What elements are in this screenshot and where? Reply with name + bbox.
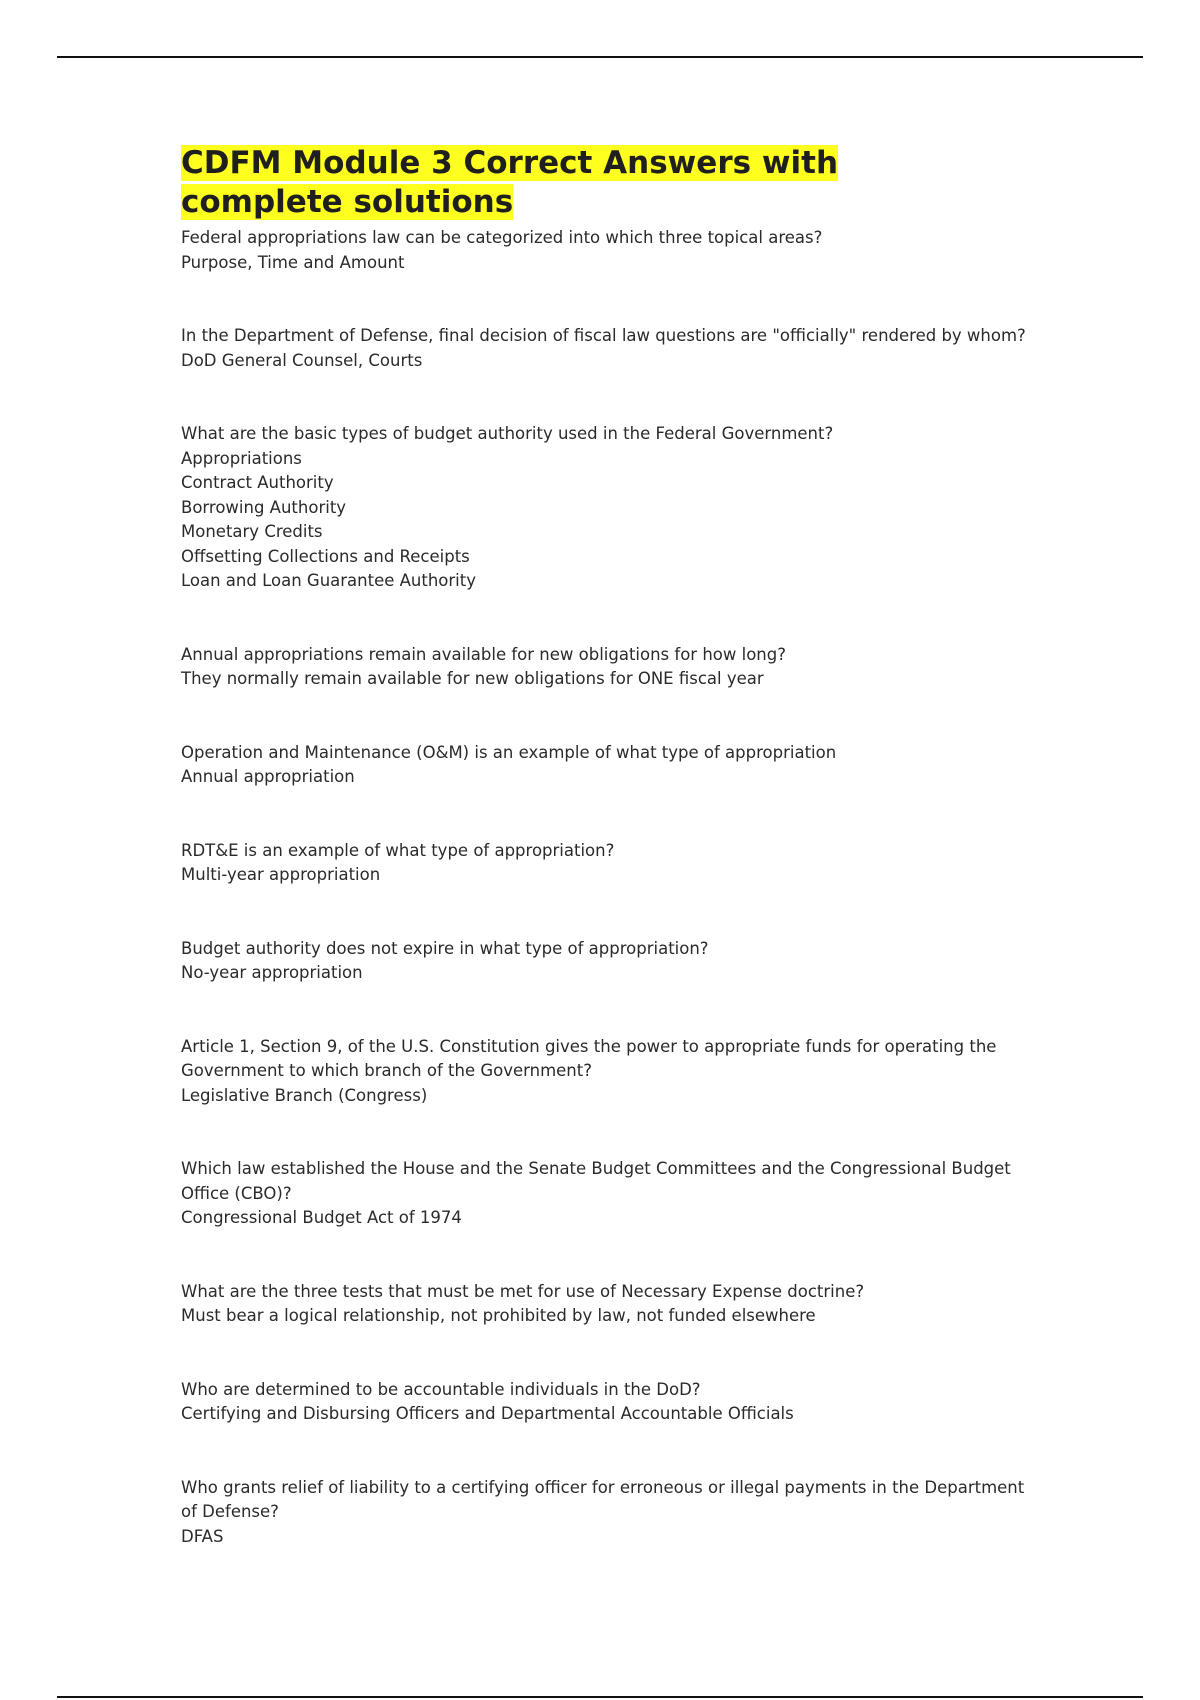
question-text: Article 1, Section 9, of the U.S. Constitution gives the power to appropriate funds for operating the xyxy=(181,1036,997,1056)
title-line-1: CDFM Module 3 Correct Answers with xyxy=(181,145,839,181)
question-text: Operation and Maintenance (O&M) is an example of what type of appropriation xyxy=(181,742,837,762)
page-top-rule xyxy=(57,56,1143,58)
qa-item xyxy=(181,422,1061,594)
question-text: Annual appropriations remain available for new obligations for how long? xyxy=(181,644,786,664)
answer-text: Purpose, Time and Amount xyxy=(181,252,405,272)
qa-item xyxy=(181,324,1061,373)
question-text: What are the three tests that must be met for use of Necessary Expense doctrine? xyxy=(181,1281,865,1301)
qa-item xyxy=(181,1157,1061,1231)
qa-list xyxy=(181,226,1061,1549)
question-text: of Defense? xyxy=(181,1502,279,1521)
page-bottom-rule xyxy=(57,1696,1143,1698)
qa-item xyxy=(181,1378,1061,1427)
answer-text: Borrowing Authority xyxy=(181,497,347,517)
qa-item xyxy=(181,226,1061,275)
qa-item xyxy=(181,1035,1061,1109)
qa-item xyxy=(181,1476,1061,1550)
answer-text: Must bear a logical relationship, not prohibited by law, not funded elsewhere xyxy=(181,1306,816,1325)
document-body xyxy=(181,144,1061,1549)
answer-text: Monetary Credits xyxy=(181,522,323,541)
title-line-2: complete solutions xyxy=(181,184,514,220)
question-text: Budget authority does not expire in what type of appropriation? xyxy=(181,938,709,958)
question-text: Office (CBO)? xyxy=(181,1183,292,1203)
answer-text: DoD General Counsel, Courts xyxy=(181,350,423,370)
answer-text: Appropriations xyxy=(181,448,302,468)
question-text: What are the basic types of budget authority used in the Federal Government? xyxy=(181,424,834,443)
answer-text: No-year appropriation xyxy=(181,963,363,982)
question-text: Federal appropriations law can be categorized into which three topical areas? xyxy=(181,228,823,247)
answer-text: Offsetting Collections and Receipts xyxy=(181,546,470,566)
answer-text: Loan and Loan Guarantee Authority xyxy=(181,571,477,590)
answer-text: They normally remain available for new obligations for ONE fiscal year xyxy=(181,669,764,688)
question-text: Government to which branch of the Government? xyxy=(181,1061,592,1080)
answer-text: Legislative Branch (Congress) xyxy=(181,1085,428,1105)
answer-text: Contract Authority xyxy=(181,473,334,492)
qa-item xyxy=(181,1280,1061,1329)
qa-item xyxy=(181,741,1061,790)
qa-item xyxy=(181,937,1061,986)
question-text: Who grants relief of liability to a certifying officer for erroneous or illegal payments in the Department xyxy=(181,1477,1025,1497)
answer-text: Multi-year appropriation xyxy=(181,865,381,884)
question-text: In the Department of Defense, final decision of fiscal law questions are "officially" rendered by whom? xyxy=(181,326,1026,345)
qa-item xyxy=(181,643,1061,692)
question-text: RDT&E is an example of what type of appropriation? xyxy=(181,840,615,860)
question-text: Which law established the House and the Senate Budget Committees and the Congressional Budget xyxy=(181,1159,1011,1178)
answer-text: DFAS xyxy=(181,1526,224,1546)
answer-text: Congressional Budget Act of 1974 xyxy=(181,1208,462,1227)
qa-item xyxy=(181,839,1061,888)
document-title xyxy=(181,144,1061,222)
question-text: Who are determined to be accountable individuals in the DoD? xyxy=(181,1379,701,1399)
answer-text: Certifying and Disbursing Officers and Departmental Accountable Officials xyxy=(181,1404,794,1423)
answer-text: Annual appropriation xyxy=(181,767,355,786)
